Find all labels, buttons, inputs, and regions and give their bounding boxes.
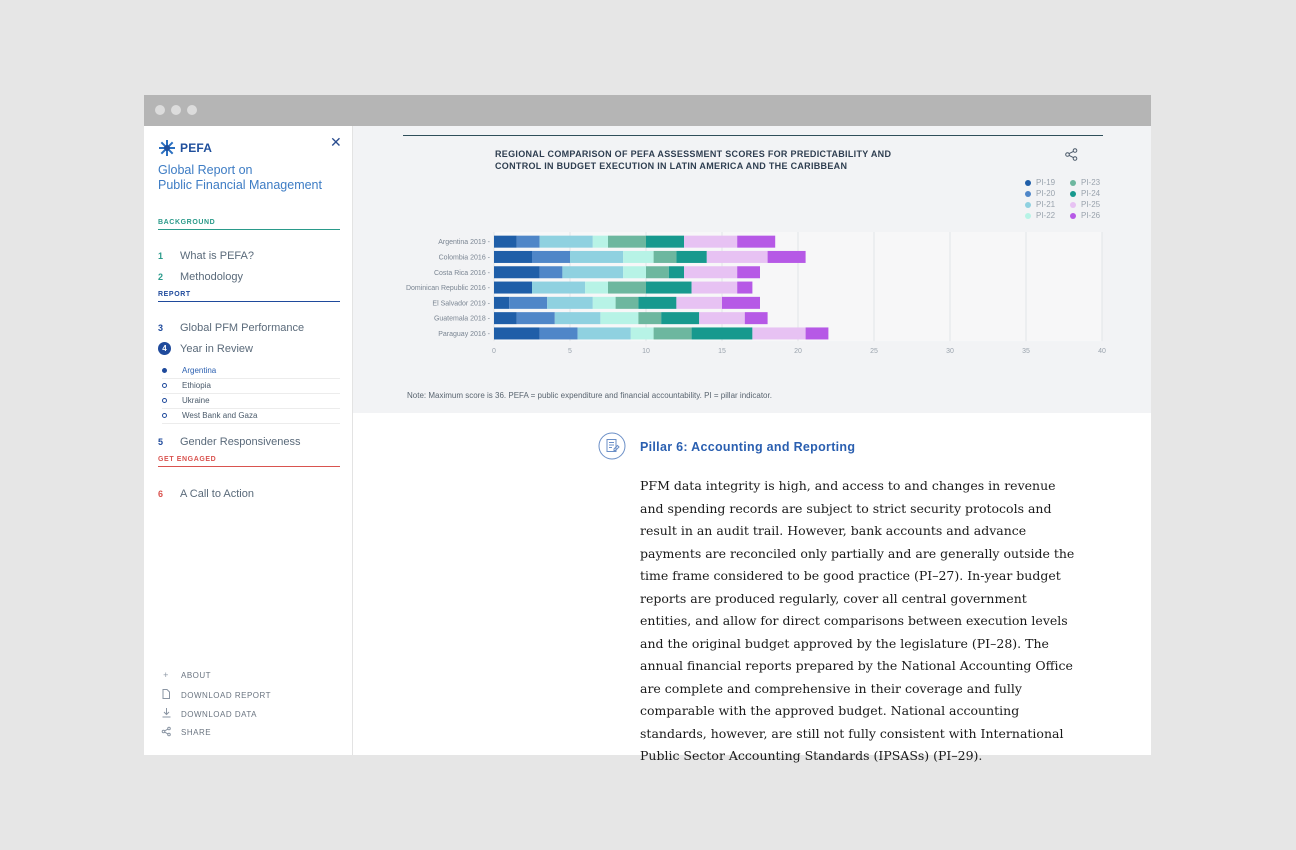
bar-segment-pi-24[interactable] <box>661 312 699 324</box>
legend-item-pi-20[interactable] <box>1025 189 1055 198</box>
legend-item-pi-25[interactable] <box>1070 200 1100 209</box>
nav-num: 3 <box>158 323 164 333</box>
bar-segment-pi-22[interactable] <box>593 297 616 309</box>
bar-segment-pi-26[interactable] <box>737 266 760 278</box>
subitem-argentina[interactable] <box>162 366 340 379</box>
footer-download-data[interactable] <box>160 708 257 720</box>
chart-top-rule <box>403 135 1103 136</box>
stacked-bar-chart <box>353 226 1151 366</box>
browser-window <box>144 95 1151 763</box>
bar-segment-pi-25[interactable] <box>684 236 737 248</box>
nav-num: 1 <box>158 251 164 261</box>
legend-swatch <box>1070 191 1076 197</box>
bar-segment-pi-24[interactable] <box>646 236 684 248</box>
x-tick-label: 25 <box>870 348 878 356</box>
chart-note: Note: Maximum score is 36. PEFA = public expenditure and financial accountability. PI = pillar indicator. <box>407 391 772 400</box>
report-title-line1: Global Report on <box>158 163 253 177</box>
footer-label: DOWNLOAD DATA <box>181 709 257 719</box>
bar-segment-pi-25[interactable] <box>699 312 745 324</box>
x-tick-label: 35 <box>1022 348 1030 356</box>
bar-segment-pi-25[interactable] <box>684 266 737 278</box>
x-tick-label: 10 <box>642 348 650 356</box>
footer-download-report[interactable] <box>160 689 271 701</box>
y-category-label: El Salvador 2019 - <box>432 300 490 308</box>
legend-label: PI-19 <box>1036 178 1056 187</box>
y-category-label: Dominican Republic 2016 - <box>405 285 490 293</box>
legend-item-pi-22[interactable] <box>1025 211 1055 220</box>
legend-swatch <box>1025 191 1031 197</box>
bar-segment-pi-19[interactable] <box>494 251 532 263</box>
nav-label: What is PEFA? <box>180 250 254 262</box>
legend-label: PI-23 <box>1081 178 1101 187</box>
bar-segment-pi-23[interactable] <box>654 327 692 339</box>
pefa-logo-icon <box>158 140 176 156</box>
bar-segment-pi-20[interactable] <box>532 251 570 263</box>
logo-text: PEFA <box>180 141 213 155</box>
subitem-label: Ethiopia <box>182 381 211 390</box>
bar-segment-pi-21[interactable] <box>540 236 593 248</box>
bar-segment-pi-24[interactable] <box>669 266 684 278</box>
legend-item-pi-21[interactable] <box>1025 200 1055 209</box>
nav-num: 6 <box>158 489 164 499</box>
bar-segment-pi-20[interactable] <box>540 327 578 339</box>
bar-segment-pi-21[interactable] <box>570 251 623 263</box>
x-tick-label: 30 <box>946 348 954 356</box>
y-category-label: Colombia 2016 - <box>438 254 490 262</box>
bar-segment-pi-23[interactable] <box>616 297 639 309</box>
bar-segment-pi-24[interactable] <box>646 282 692 294</box>
nav-num-active: 4 <box>158 342 171 355</box>
footer-share[interactable] <box>160 727 211 738</box>
bar-segment-pi-19[interactable] <box>494 327 540 339</box>
pillar-heading: Pillar 6: Accounting and Reporting <box>640 440 856 454</box>
x-tick-label: 0 <box>492 348 496 356</box>
nav-label: A Call to Action <box>180 488 254 500</box>
bar-segment-pi-26[interactable] <box>768 251 806 263</box>
legend-item-pi-19[interactable] <box>1025 178 1055 187</box>
bar-segment-pi-24[interactable] <box>638 297 676 309</box>
bar-segment-pi-25[interactable] <box>676 297 722 309</box>
bar-segment-pi-23[interactable] <box>646 266 669 278</box>
legend-swatch <box>1070 213 1076 219</box>
sidebar <box>144 126 353 755</box>
legend-label: PI-22 <box>1036 211 1056 220</box>
bar-segment-pi-23[interactable] <box>654 251 677 263</box>
bar-segment-pi-23[interactable] <box>608 282 646 294</box>
legend-swatch <box>1025 180 1031 186</box>
y-category-label: Argentina 2019 - <box>438 239 490 247</box>
footer-about[interactable] <box>160 670 211 680</box>
subitem-west-bank-and-gaza[interactable] <box>162 411 340 424</box>
section-label-report: REPORT <box>158 291 340 302</box>
chart-title: REGIONAL COMPARISON OF PEFA ASSESSMENT SCORES FOR PREDICTABILITY AND CONTROL IN BUDGET EXECUTION IN LATIN AMERICA AND THE CARIBBEAN <box>495 149 892 171</box>
window-titlebar <box>144 95 1151 126</box>
nav-num: 2 <box>158 272 164 282</box>
legend-item-pi-23[interactable] <box>1070 178 1100 187</box>
legend-item-pi-26[interactable] <box>1070 211 1100 220</box>
pillar-document-icon <box>598 432 626 465</box>
bar-segment-pi-22[interactable] <box>623 251 653 263</box>
window-dot-maximize[interactable] <box>187 105 197 115</box>
section-label-background: BACKGROUND <box>158 219 340 230</box>
subitem-ukraine[interactable] <box>162 396 340 409</box>
nav-item-gender-responsiveness[interactable] <box>158 436 300 448</box>
bar-segment-pi-25[interactable] <box>692 282 738 294</box>
bar-segment-pi-25[interactable] <box>752 327 805 339</box>
bar-segment-pi-26[interactable] <box>806 327 829 339</box>
legend-label: PI-20 <box>1036 189 1056 198</box>
bullet-filled-icon <box>162 368 167 373</box>
subitem-label: Ukraine <box>182 396 210 405</box>
bar-segment-pi-19[interactable] <box>494 236 517 248</box>
bullet-empty-icon <box>162 383 167 388</box>
legend-item-pi-24[interactable] <box>1070 189 1100 198</box>
bar-segment-pi-21[interactable] <box>578 327 631 339</box>
plus-icon: + <box>163 670 169 680</box>
nav-item-call-to-action[interactable] <box>158 488 254 500</box>
legend-swatch <box>1070 202 1076 208</box>
bar-segment-pi-19[interactable] <box>494 297 509 309</box>
bar-segment-pi-26[interactable] <box>737 236 775 248</box>
bar-segment-pi-26[interactable] <box>737 282 752 294</box>
nav-label: Methodology <box>180 271 243 283</box>
nav-item-year-in-review[interactable] <box>158 342 253 355</box>
nav-label: Year in Review <box>180 342 253 355</box>
legend-swatch <box>1025 202 1031 208</box>
document-icon <box>160 689 172 701</box>
window-dot-close[interactable] <box>155 105 165 115</box>
bar-segment-pi-20[interactable] <box>517 236 540 248</box>
bar-segment-pi-21[interactable] <box>547 297 593 309</box>
bar-segment-pi-22[interactable] <box>631 327 654 339</box>
nav-label: Global PFM Performance <box>180 322 305 334</box>
bar-segment-pi-21[interactable] <box>562 266 623 278</box>
bullet-empty-icon <box>162 413 167 418</box>
nav-item-global-pfm-performance[interactable] <box>158 322 304 334</box>
legend-label: PI-24 <box>1081 189 1101 198</box>
download-icon <box>160 708 172 720</box>
pefa-logo[interactable] <box>158 140 212 156</box>
bar-segment-pi-19[interactable] <box>494 282 532 294</box>
y-category-label: Guatemala 2018 - <box>433 315 490 323</box>
x-tick-label: 40 <box>1098 348 1106 356</box>
bullet-empty-icon <box>162 398 167 403</box>
pillar-paragraph: PFM data integrity is high, and access to and changes in revenue and spending records are subject to strict security protocols and result in an audit trail. However, bank accounts and advance payments are reconciled only partially and are generally outside the time frame considered to be good practice (PI–27). In-year budget reports are produced regularly, cover all central government entities, and allow for direct comparisons between execution levels and the original budget approved by the legislature (PI–28). The annual financial reports prepared by the National Accounting Office are complete and comprehensive in their coverage and fully comparable with the approved budget. National accounting standards, however, are still not fully consistent with International Public Sector Accounting Standards (IPSASs) (PI–29). <box>640 478 1075 763</box>
bar-segment-pi-20[interactable] <box>517 312 555 324</box>
subitem-label: Argentina <box>182 366 217 375</box>
nav-label: Gender Responsiveness <box>180 436 301 448</box>
bar-segment-pi-23[interactable] <box>638 312 661 324</box>
bar-segment-pi-22[interactable] <box>600 312 638 324</box>
nav-item-methodology[interactable] <box>158 271 243 283</box>
x-tick-label: 5 <box>568 348 572 356</box>
bar-segment-pi-26[interactable] <box>745 312 768 324</box>
nav-item-what-is-pefa[interactable] <box>158 250 254 262</box>
bar-segment-pi-22[interactable] <box>593 236 608 248</box>
footer-label: ABOUT <box>181 670 212 680</box>
bar-segment-pi-26[interactable] <box>722 297 760 309</box>
footer-label: DOWNLOAD REPORT <box>181 690 272 700</box>
window-dot-minimize[interactable] <box>171 105 181 115</box>
bar-segment-pi-24[interactable] <box>676 251 706 263</box>
subitem-label: West Bank and Gaza <box>182 411 258 420</box>
chart-panel <box>353 126 1151 413</box>
bar-segment-pi-21[interactable] <box>555 312 601 324</box>
bar-segment-pi-22[interactable] <box>623 266 646 278</box>
y-category-label: Costa Rica 2016 - <box>433 269 490 277</box>
close-icon[interactable]: ✕ <box>330 134 342 150</box>
chart-share-icon[interactable] <box>1065 148 1078 166</box>
bar-segment-pi-21[interactable] <box>532 282 585 294</box>
bar-segment-pi-22[interactable] <box>585 282 608 294</box>
x-tick-label: 15 <box>718 348 726 356</box>
legend-swatch <box>1025 213 1031 219</box>
nav-num: 5 <box>158 437 164 447</box>
x-tick-label: 20 <box>794 348 802 356</box>
bar-segment-pi-20[interactable] <box>509 297 547 309</box>
legend-label: PI-25 <box>1081 200 1101 209</box>
bar-segment-pi-25[interactable] <box>707 251 768 263</box>
bar-segment-pi-19[interactable] <box>494 312 517 324</box>
section-label-get-engaged: GET ENGAGED <box>158 456 340 467</box>
bar-segment-pi-24[interactable] <box>692 327 753 339</box>
legend-label: PI-21 <box>1036 200 1056 209</box>
legend-label: PI-26 <box>1081 211 1101 220</box>
bar-segment-pi-19[interactable] <box>494 266 540 278</box>
legend-swatch <box>1070 180 1076 186</box>
report-title[interactable] <box>158 163 322 193</box>
report-title-line2: Public Financial Management <box>158 178 322 192</box>
bar-segment-pi-23[interactable] <box>608 236 646 248</box>
subitem-ethiopia[interactable] <box>162 381 340 394</box>
share-icon <box>160 727 172 738</box>
y-category-label: Paraguay 2016 - <box>438 330 490 338</box>
bar-segment-pi-20[interactable] <box>540 266 563 278</box>
footer-label: SHARE <box>181 728 212 737</box>
